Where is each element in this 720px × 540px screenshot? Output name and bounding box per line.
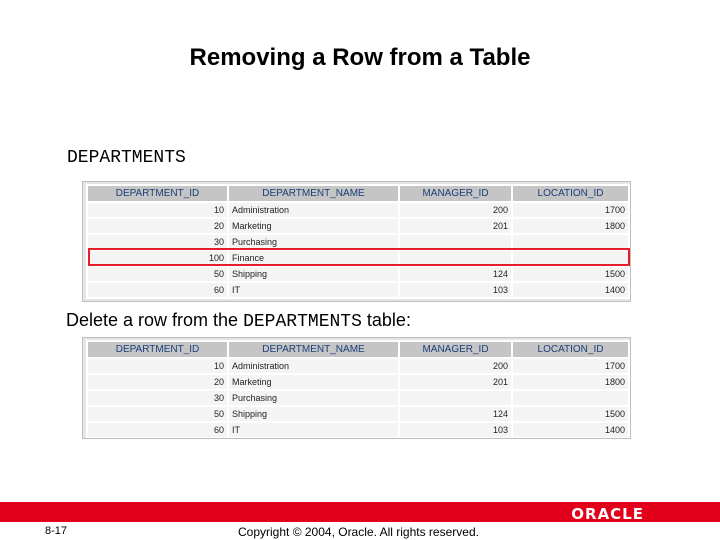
column-header: DEPARTMENT_ID xyxy=(87,185,228,202)
table-row xyxy=(87,218,629,234)
table-cell: 1500 xyxy=(512,266,629,282)
column-header: MANAGER_ID xyxy=(399,185,512,202)
table-cell: 103 xyxy=(399,282,512,298)
table-cell: IT xyxy=(228,422,399,438)
table-cell: Administration xyxy=(228,358,399,374)
table-row xyxy=(87,266,629,282)
table-cell: 1700 xyxy=(512,202,629,218)
table-cell: 200 xyxy=(399,202,512,218)
table-cell: Purchasing xyxy=(228,390,399,406)
table-cell: Marketing xyxy=(228,218,399,234)
table-name-label: DEPARTMENTS xyxy=(67,148,186,168)
departments-table-before xyxy=(86,184,630,299)
table-row xyxy=(87,358,629,374)
table-row xyxy=(87,202,629,218)
column-header: MANAGER_ID xyxy=(399,341,512,358)
table-cell: Administration xyxy=(228,202,399,218)
column-header: DEPARTMENT_ID xyxy=(87,341,228,358)
instruction-code: DEPARTMENTS xyxy=(243,312,362,332)
instruction-text xyxy=(66,310,411,332)
table-cell: 201 xyxy=(399,218,512,234)
table-cell xyxy=(512,390,629,406)
table-cell: 124 xyxy=(399,406,512,422)
table-cell: 1400 xyxy=(512,282,629,298)
table-cell: 50 xyxy=(87,266,228,282)
table-cell: 60 xyxy=(87,422,228,438)
table-row xyxy=(87,282,629,298)
table-cell: 124 xyxy=(399,266,512,282)
slide-title: Removing a Row from a Table xyxy=(189,44,531,71)
table-cell: 30 xyxy=(87,390,228,406)
table-cell: 103 xyxy=(399,422,512,438)
table-cell: 60 xyxy=(87,282,228,298)
table-cell xyxy=(399,390,512,406)
table-cell: 20 xyxy=(87,374,228,390)
table-cell: Marketing xyxy=(228,374,399,390)
table-cell: 50 xyxy=(87,406,228,422)
table-cell: Shipping xyxy=(228,406,399,422)
table-row xyxy=(87,390,629,406)
oracle-logo: ORACLE xyxy=(571,505,644,523)
table-cell: 1500 xyxy=(512,406,629,422)
table-cell: 10 xyxy=(87,358,228,374)
table-cell: 100 xyxy=(87,250,228,266)
departments-table-before-panel xyxy=(82,181,631,302)
table-cell: 30 xyxy=(87,234,228,250)
table-cell: 201 xyxy=(399,374,512,390)
deleted-row-highlight xyxy=(88,248,630,266)
departments-table-after xyxy=(86,340,630,439)
table-cell: IT xyxy=(228,282,399,298)
column-header: DEPARTMENT_NAME xyxy=(228,341,399,358)
instruction-prefix: Delete a row from the xyxy=(66,310,244,330)
table-cell: Finance xyxy=(228,250,399,266)
table-cell: 1700 xyxy=(512,358,629,374)
departments-table-after-panel xyxy=(82,337,631,439)
table-cell: Purchasing xyxy=(228,234,399,250)
table-header-row xyxy=(87,185,629,202)
column-header: DEPARTMENT_NAME xyxy=(228,185,399,202)
column-header: LOCATION_ID xyxy=(512,341,629,358)
instruction-suffix: table: xyxy=(361,310,411,330)
table-row xyxy=(87,374,629,390)
table-header-row xyxy=(87,341,629,358)
table-row xyxy=(87,422,629,438)
table-cell: 1800 xyxy=(512,374,629,390)
table-cell: Shipping xyxy=(228,266,399,282)
table-cell: 10 xyxy=(87,202,228,218)
table-row xyxy=(87,406,629,422)
table-cell: 20 xyxy=(87,218,228,234)
column-header: LOCATION_ID xyxy=(512,185,629,202)
copyright-notice: Copyright © 2004, Oracle. All rights reserved. xyxy=(238,525,479,539)
page-number: 8-17 xyxy=(45,525,68,537)
table-cell: 1800 xyxy=(512,218,629,234)
table-cell: 200 xyxy=(399,358,512,374)
table-cell: 1400 xyxy=(512,422,629,438)
